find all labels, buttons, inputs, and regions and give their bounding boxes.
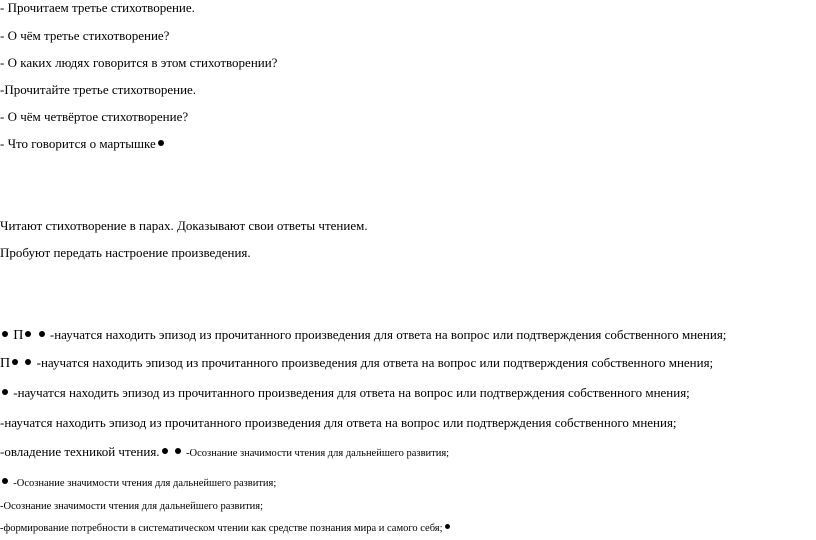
result-row-3 [0,385,690,401]
result-row-2 [0,355,713,372]
bullet-icon [2,389,8,395]
skill-text: -научатся находить эпизод из прочитанного произведения для ответа на вопрос или подтверждения собственного мнения; [36,355,714,370]
result-row-6 [0,474,276,491]
result-row-4: -научатся находить эпизод из прочитанного произведения для ответа на вопрос или подтверждения собственного мнения; [0,415,677,430]
need-text: -формирование потребности в систематическом чтении как средстве познания мира и самого себя; [0,523,443,534]
result-row-5 [0,444,449,461]
bullet-icon [25,331,31,337]
bullet-icon [445,524,450,529]
awareness-text: -Осознание значимости чтения для дальнейшего развития; [186,448,450,459]
question-6-row [0,136,166,152]
result-row-8 [0,522,452,536]
p-letter: П [13,328,24,343]
bullet-icon [2,478,8,484]
result-row-7: -Осознание значимости чтения для дальнейшего развития; [0,501,264,512]
bullet-icon [25,359,31,365]
question-6: - Что говорится о мартышке [0,136,156,151]
bullet-icon [12,359,18,365]
skill-text: -научатся находить эпизод из прочитанного произведения для ответа на вопрос или подтверждения собственного мнения; [13,385,690,400]
skill-text: -научатся находить эпизод из прочитанного произведения для ответа на вопрос или подтверждения собственного мнения; [49,327,727,342]
result-row-1 [0,327,726,344]
bullet-icon [39,331,45,337]
bullet-icon [175,448,181,454]
bullet-icon [158,140,164,146]
question-1: - Прочитаем третье стихотворение. [0,0,195,15]
activity-2: Пробуют передать настроение произведения. [0,245,251,260]
technique-text: -овладение техникой чтения. [0,444,160,459]
question-5: - О чём четвёртое стихотворение? [0,109,189,124]
awareness-text: -Осознание значимости чтения для дальнейшего развития; [13,478,277,489]
question-2: - О чём третье стихотворение? [0,28,170,43]
activity-1: Читают стихотворение в парах. Доказывают свои ответы чтением. [0,218,368,233]
bullet-icon [2,331,8,337]
question-4: -Прочитайте третье стихотворение. [0,82,197,97]
bullet-icon [162,448,168,454]
question-3: - О каких людях говорится в этом стихотворении? [0,55,278,70]
p-letter: П [0,356,11,371]
